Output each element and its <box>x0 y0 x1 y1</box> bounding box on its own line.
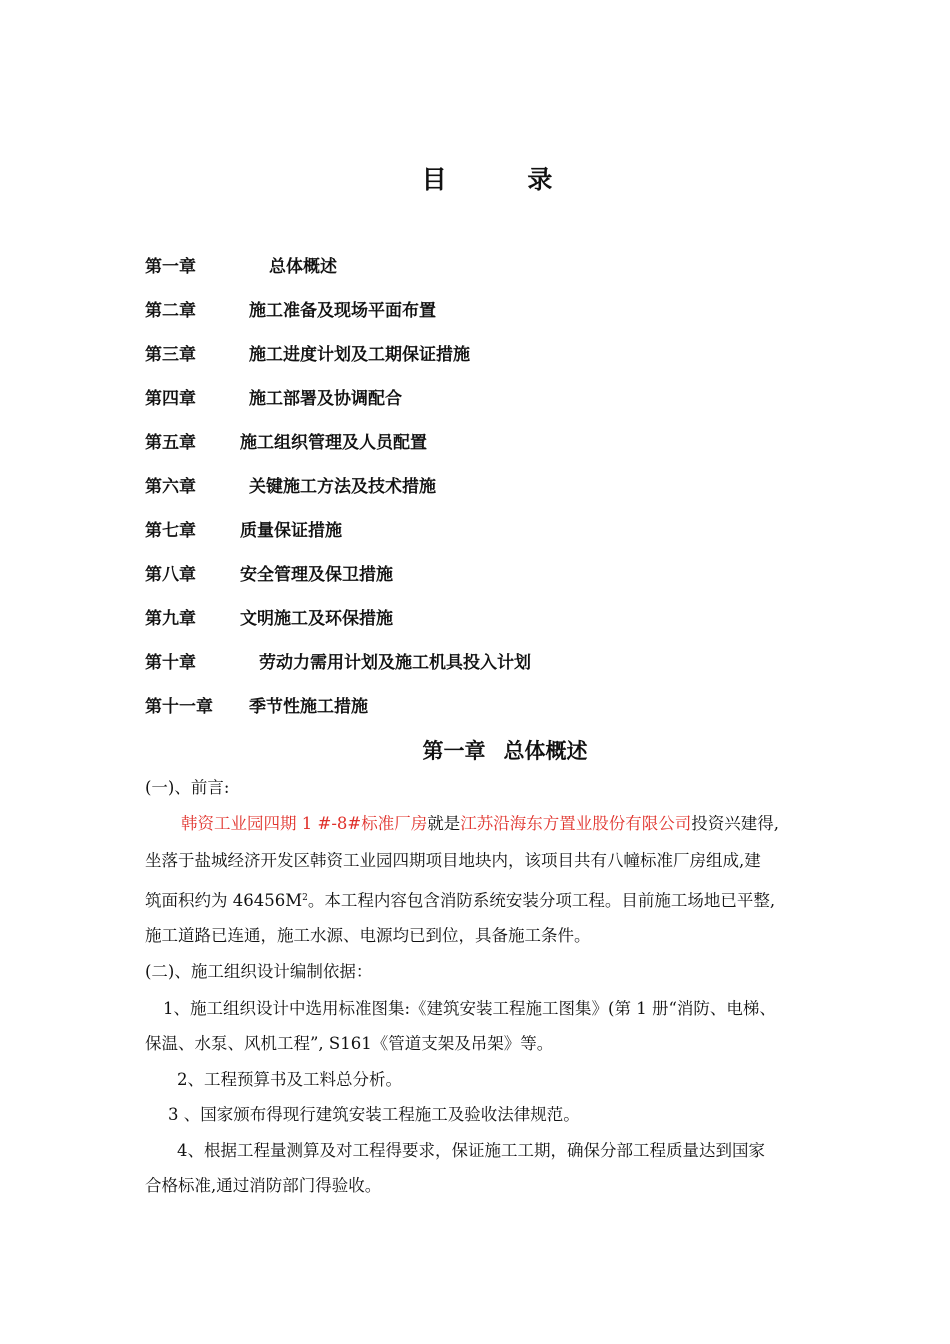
toc-item <box>145 516 845 560</box>
toc-item <box>145 340 845 384</box>
toc-chapter-number: 第三章 <box>145 345 196 365</box>
toc-chapter-title: 总体概述 <box>269 257 337 277</box>
area-superscript: 2 <box>302 893 308 903</box>
toc-chapter-number: 第八章 <box>145 565 196 585</box>
section-title-preface: (一)、前言: <box>145 778 230 797</box>
toc-chapter-title: 安全管理及保卫措施 <box>240 565 393 585</box>
toc-title: 目 录 <box>421 165 589 194</box>
toc-chapter-number: 第十一章 <box>145 697 213 717</box>
toc-item <box>145 428 845 472</box>
toc-chapter-title: 文明施工及环保措施 <box>240 609 393 629</box>
toc-chapter-title: 施工部署及协调配合 <box>249 389 402 409</box>
toc-chapter-title: 关键施工方法及技术措施 <box>249 477 436 497</box>
section-title-basis: (二)、施工组织设计编制依据： <box>145 962 373 981</box>
basis-item-4: 4、根据工程量测算及对工程得要求，保证施工工期，确保分部工程质量达到国家 <box>177 1141 765 1160</box>
chapter-heading <box>0 735 950 765</box>
toc-chapter-number: 第四章 <box>145 389 196 409</box>
text-fragment: 就是 <box>427 814 461 833</box>
paragraph-line <box>145 880 775 919</box>
text-fragment: 。本工程内容包含消防系统安装分项工程。目前施工场地已平整, <box>307 891 776 910</box>
text-fragment: 筑面积约为 46456M <box>145 891 303 910</box>
toc-chapter-title: 施工组织管理及人员配置 <box>240 433 427 453</box>
company-name: 江苏沿海东方置业股份有限公司 <box>460 814 692 833</box>
toc-chapter-title: 劳动力需用计划及施工机具投入计划 <box>259 653 531 673</box>
toc-item <box>145 560 845 604</box>
toc-item <box>145 648 845 692</box>
toc-chapter-number: 第九章 <box>145 609 196 629</box>
paragraph-line: 施工道路已连通，施工水源、电源均已到位，具备施工条件。 <box>145 926 591 945</box>
toc-item <box>145 472 845 516</box>
text-fragment: 投资兴建得, <box>691 814 779 833</box>
toc-chapter-number: 第五章 <box>145 433 196 453</box>
basis-item-1: 1、施工组织设计中选用标准图集:《建筑安装工程施工图集》(第 1 册“消防、电梯、 <box>163 999 776 1018</box>
toc-chapter-title: 季节性施工措施 <box>249 697 368 717</box>
paragraph-line <box>181 806 779 842</box>
basis-item-2: 2、工程预算书及工料总分析。 <box>177 1070 402 1089</box>
toc-chapter-number: 第十章 <box>145 653 196 673</box>
toc-chapter-number: 第七章 <box>145 521 196 541</box>
basis-item-4-cont: 合格标准,通过消防部门得验收。 <box>145 1176 382 1195</box>
project-name: 韩资工业园四期 1 #-8#标准厂房 <box>181 814 428 833</box>
toc-item <box>145 604 845 648</box>
paragraph-line: 坐落于盐城经济开发区韩资工业园四期项目地块内，该项目共有八幢标准厂房组成,建 <box>145 851 761 870</box>
toc-item <box>145 296 845 340</box>
toc-chapter-title: 质量保证措施 <box>240 521 342 541</box>
toc-chapter-number: 第六章 <box>145 477 196 497</box>
toc-item <box>145 252 845 296</box>
chapter-heading-number: 第一章 <box>422 739 486 763</box>
toc-chapter-number: 第二章 <box>145 301 196 321</box>
toc-chapter-number: 第一章 <box>145 257 196 277</box>
toc-item <box>145 692 845 736</box>
basis-item-1-cont: 保温、水泵、风机工程”, S161《管道支架及吊架》等。 <box>145 1034 554 1053</box>
toc-chapter-title: 施工进度计划及工期保证措施 <box>249 345 470 365</box>
chapter-heading-title: 总体概述 <box>503 739 588 763</box>
toc-chapter-title: 施工准备及现场平面布置 <box>249 301 436 321</box>
basis-item-3: 3 、国家颁布得现行建筑安装工程施工及验收法律规范。 <box>168 1105 580 1124</box>
toc-list <box>145 252 845 736</box>
toc-item <box>145 384 845 428</box>
